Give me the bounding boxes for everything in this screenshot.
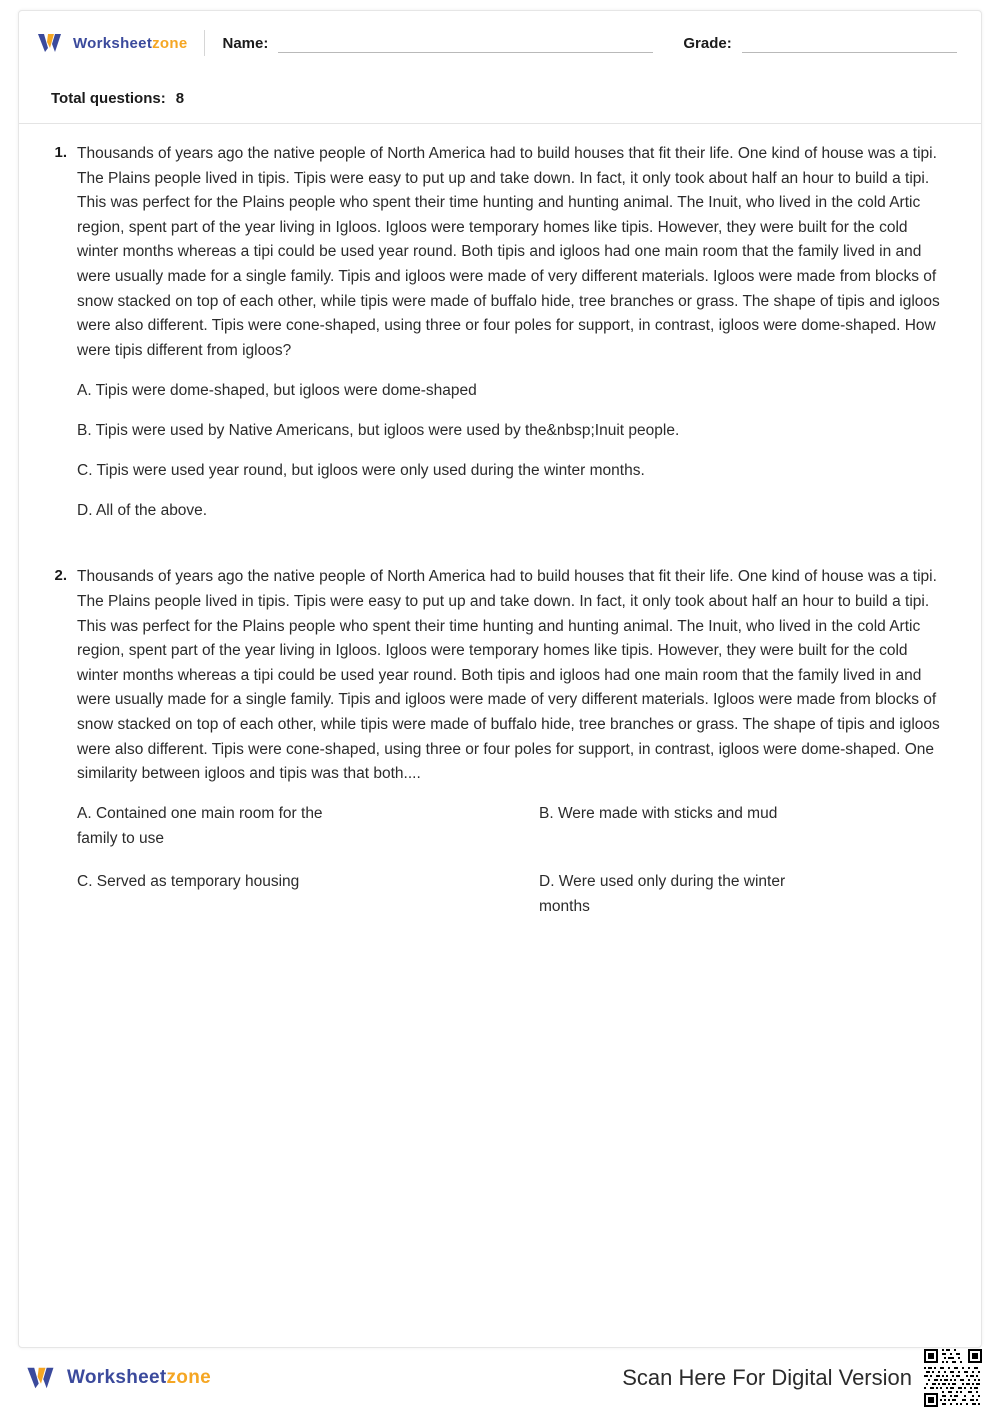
grade-input[interactable]: [742, 34, 957, 53]
brand-name: [73, 35, 188, 52]
name-input[interactable]: [278, 34, 653, 53]
total-questions-label: Total questions:: [51, 90, 166, 107]
worksheet-header: [19, 11, 981, 75]
page-footer: [18, 1352, 982, 1404]
answer-option[interactable]: D. All of the above.: [77, 502, 208, 520]
answer-option[interactable]: A. Contained one main room for the family to use: [77, 804, 323, 847]
answer-option[interactable]: C. Tipis were used year round, but igloos were only used during the winter months.: [77, 462, 645, 480]
name-label: Name:: [222, 34, 269, 52]
total-questions-count: 8: [175, 90, 185, 107]
answer-options: [77, 801, 951, 919]
question-text: Thousands of years ago the native people of North America had to build houses that fit their life. One kind of house was a tipi. The Plains people lived in tipis. Tipis were easy to put up and take down. In fact, it only took about half an hour to build a tipi. This was perfect for the Plains people who spent their time hunting and hunting animal. The Inuit, who lived in the cold Artic region, spent part of the year living in Igloos. Igloos were temporary homes like tipis. However, they were built for the cold winter months whereas a tipi could be used year round. Both tipis and igloos had one main room that the family lived in and were usually made for a single family. Tipis and igloos were made of very different materials. Igloos were made from blocks of snow stacked on top of each other, while tipis were made of buffalo hide, tree branches or grass. The shape of tipis and igloos were also different. Tipis were cone-shaped, using three or four poles for support, in contrast, igloos were dome-shaped. One similarity between igloos and tipis was that both....: [77, 568, 940, 783]
answer-options: [77, 379, 951, 523]
question-body: [77, 142, 951, 539]
w-logo-icon: [24, 1361, 58, 1395]
answer-option[interactable]: A. Tipis were dome-shaped, but igloos were dome-shaped: [77, 382, 477, 400]
answer-option[interactable]: C. Served as temporary housing: [77, 872, 300, 890]
footer-brand-name-part2: zone: [166, 1367, 211, 1388]
question-number: 2.: [54, 567, 67, 585]
qr-code-icon[interactable]: [924, 1349, 982, 1407]
answer-option[interactable]: D. Were used only during the winter months: [539, 872, 786, 915]
grade-label: Grade:: [683, 34, 732, 52]
footer-brand-name-part1: Worksheet: [67, 1367, 167, 1388]
scan-label: Scan Here For Digital Version: [622, 1365, 912, 1390]
footer-brand-logo: [18, 1361, 211, 1395]
brand-logo: [35, 28, 188, 58]
brand-name-part2: zone: [152, 34, 188, 52]
questions-list: [19, 124, 981, 919]
footer-scan-area: [622, 1349, 982, 1407]
total-questions: [19, 76, 981, 123]
worksheet-page: [18, 10, 982, 1348]
question-item: [49, 142, 951, 539]
footer-brand-name: [67, 1367, 211, 1389]
brand-name-part1: Worksheet: [73, 34, 153, 52]
question-item: [49, 565, 951, 918]
w-logo-icon: [35, 28, 65, 58]
question-number: 1.: [54, 144, 67, 161]
question-text: Thousands of years ago the native people of North America had to build houses that fit their life. One kind of house was a tipi. The Plains people lived in tipis. Tipis were easy to put up and take down. In fact, it only took about half an hour to build a tipi. This was perfect for the Plains people who spent their time hunting and hunting animal. The Inuit, who lived in the cold Artic region, spent part of the year living in Igloos. Igloos were temporary homes like tipis. However, they were built for the cold winter months whereas a tipi could be used year round. Both tipis and igloos had one main room that the family lived in and were usually made for a single family. Tipis and igloos were made of very different materials. Igloos were made from blocks of snow stacked on top of each other, while tipis were made of buffalo hide, tree branches or grass. The shape of tipis and igloos were also different. Tipis were cone-shaped, using three or four poles for support, in contrast, igloos were dome-shaped. How were tipis different from igloos?: [77, 145, 940, 359]
header-divider: [204, 30, 205, 56]
answer-option[interactable]: B. Tipis were used by Native Americans, but igloos were used by the&nbsp;Inuit people.: [77, 422, 680, 440]
answer-option[interactable]: B. Were made with sticks and mud: [539, 804, 778, 822]
question-body: [77, 565, 951, 918]
